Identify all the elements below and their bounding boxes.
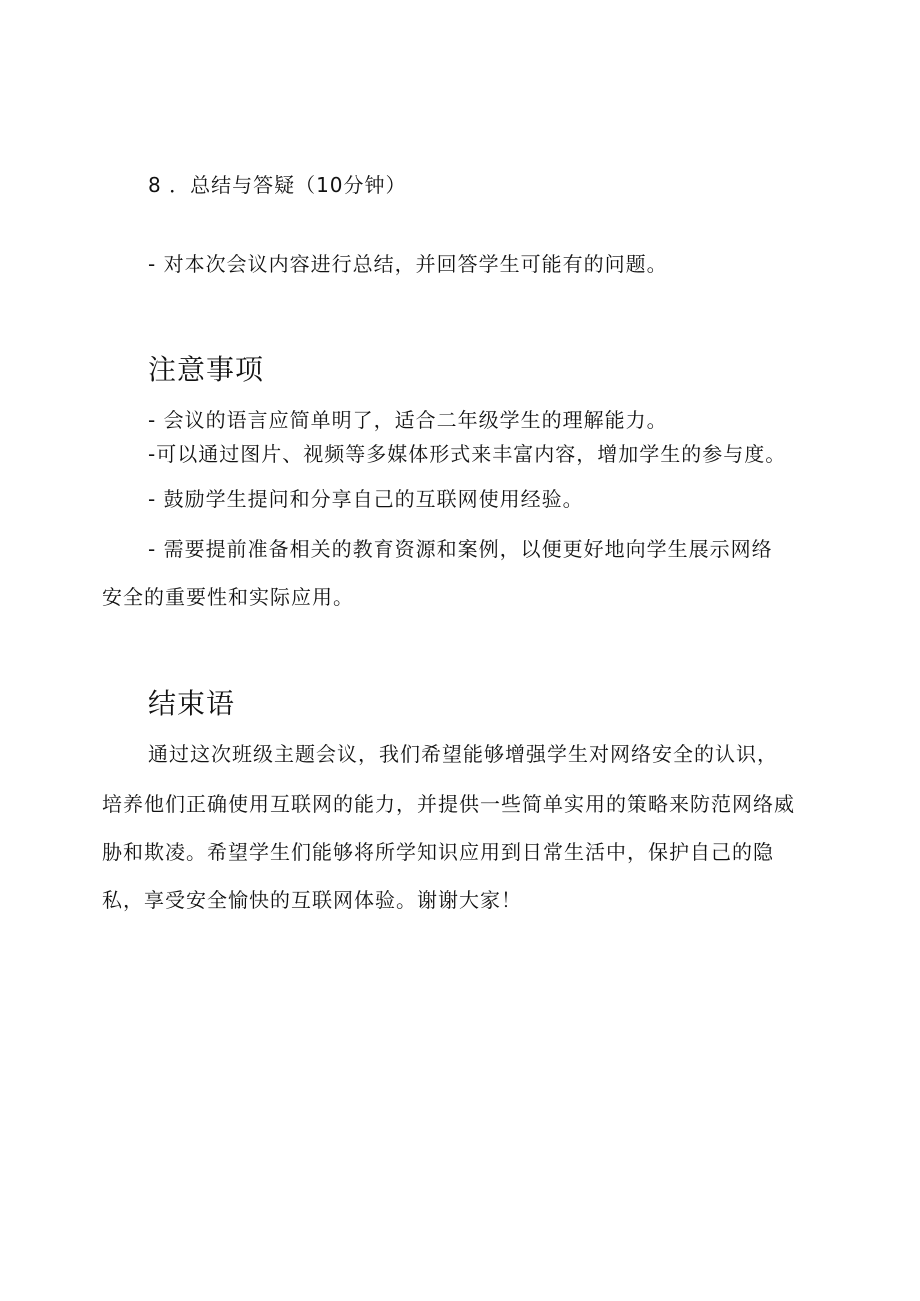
notes-item: - 需要提前准备相关的教育资源和案例，以便更好地向学生展示网络 [148, 537, 773, 561]
closing-paragraph-line: 培养他们正确使用互联网的能力，并提供一些简单实用的策略来防范网络威 [102, 792, 795, 816]
notes-item: - 鼓励学生提问和分享自己的互联网使用经验。 [148, 487, 584, 511]
closing-paragraph-line: 胁和欺凌。希望学生们能够将所学知识应用到日常生活中，保护自己的隐 [102, 840, 774, 864]
notes-item: -可以通过图片、视频等多媒体形式来丰富内容，增加学生的参与度。 [148, 442, 787, 466]
notes-item-continuation: 安全的重要性和实际应用。 [102, 585, 354, 609]
item-8-bullet: - 对本次会议内容进行总结，并回答学生可能有的问题。 [148, 252, 668, 276]
closing-paragraph-line: 私，享受安全愉快的互联网体验。谢谢大家！ [102, 888, 522, 912]
notes-item: - 会议的语言应简单明了，适合二年级学生的理解能力。 [148, 408, 668, 432]
item-8-title: 8 ．总结与答疑（10分钟） [148, 173, 407, 197]
closing-heading: 结束语 [148, 687, 236, 720]
notes-heading: 注意事项 [148, 353, 265, 386]
closing-paragraph-line: 通过这次班级主题会议，我们希望能够增强学生对网络安全的认识， [148, 742, 778, 766]
